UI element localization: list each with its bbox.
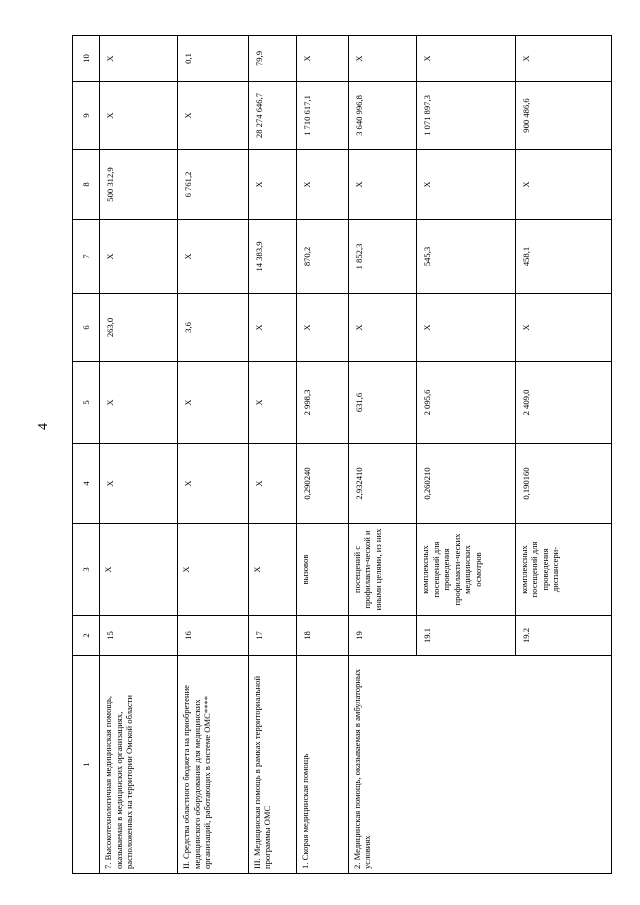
row-label: 1. Скорая медицинская помощь — [296, 656, 348, 874]
value-cell: Х — [348, 36, 416, 82]
value-cell: 545,3 — [417, 220, 515, 294]
value-cell: Х — [248, 150, 296, 220]
value-cell: Х — [515, 36, 611, 82]
value-cell: Х — [248, 294, 296, 362]
value-cell: 1 071 897,3 — [417, 82, 515, 150]
value-cell: 2,932410 — [348, 444, 416, 524]
value-cell: Х — [248, 362, 296, 444]
value-cell: 263,0 — [100, 294, 178, 362]
header-cell: 10 — [73, 36, 100, 82]
table-row — [178, 36, 248, 874]
value-cell: Х — [248, 444, 296, 524]
value-cell: Х — [296, 294, 348, 362]
table-row — [100, 36, 178, 874]
header-cell: 7 — [73, 220, 100, 294]
value-cell: Х — [100, 444, 178, 524]
value-cell: 28 274 646,7 — [248, 82, 296, 150]
value-cell: Х — [296, 36, 348, 82]
value-cell: 14 383,9 — [248, 220, 296, 294]
value-cell: Х — [348, 294, 416, 362]
value-cell: 0,1 — [178, 36, 248, 82]
value-cell: Х — [178, 82, 248, 150]
value-cell: Х — [417, 150, 515, 220]
unit-cell: посещений с профилакти-ческой и иными целями, из них — [348, 524, 416, 616]
table-row — [248, 36, 296, 874]
value-cell: 2 095,6 — [417, 362, 515, 444]
value-cell: Х — [178, 220, 248, 294]
value-cell: 0,260210 — [417, 444, 515, 524]
header-cell: 5 — [73, 362, 100, 444]
row-number: 15 — [100, 616, 178, 656]
value-cell: Х — [417, 294, 515, 362]
unit-cell: Х — [248, 524, 296, 616]
row-number: 17 — [248, 616, 296, 656]
row-label: III. Медицинская помощь в рамках территориальной программы ОМС — [248, 656, 296, 874]
unit-cell: комплексных посещений для проведения диспансери- — [515, 524, 611, 616]
unit-cell: комплексных посещений для проведения профилакти-ческих медицинских осмотров — [417, 524, 515, 616]
value-cell: 631,6 — [348, 362, 416, 444]
row-label: 2. Медицинская помощь, оказываемая в амбулаторных условиях — [348, 656, 611, 874]
header-cell: 9 — [73, 82, 100, 150]
value-cell: 2 409,0 — [515, 362, 611, 444]
value-cell: 458,1 — [515, 220, 611, 294]
value-cell: 0,190160 — [515, 444, 611, 524]
row-number: 16 — [178, 616, 248, 656]
unit-cell: Х — [178, 524, 248, 616]
table-row — [348, 36, 416, 874]
funding-table — [72, 35, 612, 874]
unit-cell: вызовов — [296, 524, 348, 616]
value-cell: Х — [100, 362, 178, 444]
value-cell: 1 852,3 — [348, 220, 416, 294]
value-cell: Х — [348, 150, 416, 220]
page-number-text: 4 — [36, 423, 51, 430]
value-cell: 870,2 — [296, 220, 348, 294]
value-cell: Х — [178, 362, 248, 444]
value-cell: Х — [417, 36, 515, 82]
value-cell: Х — [296, 150, 348, 220]
value-cell: 3 640 996,8 — [348, 82, 416, 150]
header-cell: 6 — [73, 294, 100, 362]
header-cell: 2 — [73, 616, 100, 656]
value-cell: 6 761,2 — [178, 150, 248, 220]
table-row — [296, 36, 348, 874]
row-label: 7. Высокотехнологичная медицинская помощь, оказываемая в медицинских организациях, расположенных на территории Омской области — [100, 656, 178, 874]
value-cell: 500 312,9 — [100, 150, 178, 220]
unit-cell: Х — [100, 524, 178, 616]
value-cell: Х — [100, 82, 178, 150]
row-number: 19.1 — [417, 616, 515, 656]
value-cell: Х — [100, 36, 178, 82]
header-cell: 1 — [73, 656, 100, 874]
value-cell: 900 486,6 — [515, 82, 611, 150]
value-cell: Х — [100, 220, 178, 294]
value-cell: 3,6 — [178, 294, 248, 362]
value-cell: 79,9 — [248, 36, 296, 82]
value-cell: Х — [515, 150, 611, 220]
value-cell: 0,290240 — [296, 444, 348, 524]
header-row — [73, 36, 100, 874]
row-number: 19.2 — [515, 616, 611, 656]
value-cell: 2 998,3 — [296, 362, 348, 444]
value-cell: 1 710 617,1 — [296, 82, 348, 150]
table-container — [72, 36, 612, 874]
header-cell: 4 — [73, 444, 100, 524]
header-cell: 8 — [73, 150, 100, 220]
row-number: 19 — [348, 616, 416, 656]
header-cell: 3 — [73, 524, 100, 616]
row-label: II. Средства областного бюджета на приобретение медицинского оборудования для медицинских организаций, работающих в системе ОМС**** — [178, 656, 248, 874]
value-cell: Х — [515, 294, 611, 362]
value-cell: Х — [178, 444, 248, 524]
row-number: 18 — [296, 616, 348, 656]
